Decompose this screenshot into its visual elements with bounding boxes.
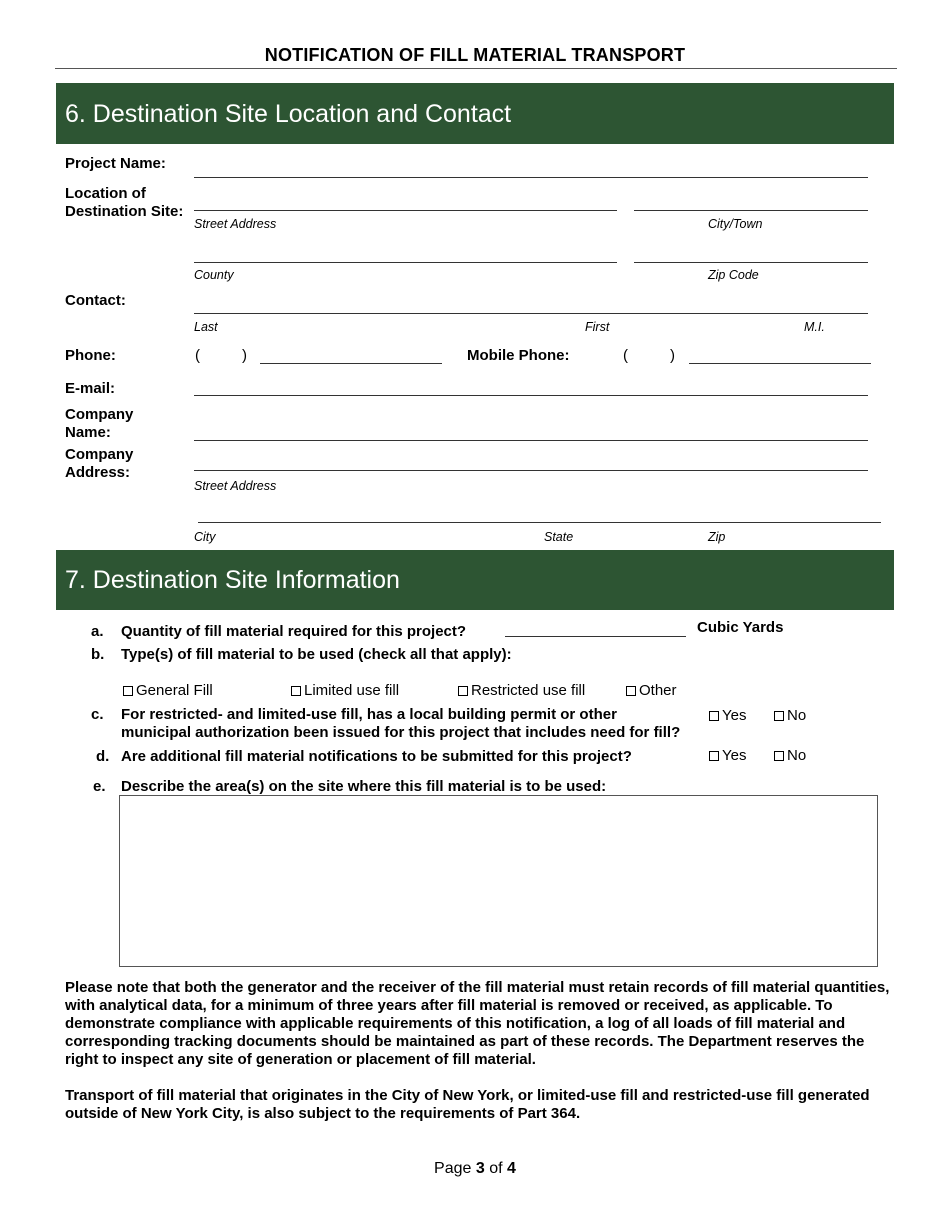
question-c-yes-label: Yes	[722, 707, 747, 724]
company-street-caption: Street Address	[194, 479, 277, 493]
question-c-yes[interactable]	[709, 707, 746, 724]
location-label: Location of Destination Site:	[65, 185, 184, 220]
mobile-area-open-paren: (	[623, 347, 628, 364]
question-c-line1: For restricted- and limited-use fill, has a local building permit or other	[121, 706, 617, 723]
restricted-use-fill-checkbox[interactable]	[458, 686, 468, 696]
question-a-letter: a.	[91, 623, 104, 640]
cubic-yards-label: Cubic Yards	[697, 619, 784, 636]
general-fill-label: General Fill	[136, 682, 213, 699]
question-d-yes[interactable]	[709, 747, 746, 764]
question-d-yes-checkbox[interactable]	[709, 751, 719, 761]
mobile-phone-label: Mobile Phone:	[467, 347, 570, 364]
question-d-yes-label: Yes	[722, 747, 747, 764]
restricted-use-fill-label: Restricted use fill	[471, 682, 586, 699]
question-c-no-checkbox[interactable]	[774, 711, 784, 721]
company-name-field[interactable]	[194, 440, 868, 441]
other-checkbox[interactable]	[626, 686, 636, 696]
general-fill-checkbox[interactable]	[123, 686, 133, 696]
phone-field[interactable]	[260, 363, 442, 364]
question-c-letter: c.	[91, 706, 104, 723]
other-label: Other	[639, 682, 677, 699]
mobile-phone-field[interactable]	[689, 363, 871, 364]
title-divider	[55, 68, 897, 69]
limited-use-fill-checkbox[interactable]	[291, 686, 301, 696]
fill-type-restricted[interactable]	[458, 682, 585, 699]
records-note: Please note that both the generator and the receiver of the fill material must retain records of fill material quantities, with analytical data, for a minimum of three years after fill material is removed or received, as applicable. To demonstrate compliance with applicable requirements of this notification, a log of all loads of fill material and corresponding tracking documents should be maintained as part of these records. The Department reserves the right to inspect any site of generation or placement of fill material.	[65, 979, 890, 1068]
current-page: 3	[475, 1160, 485, 1177]
zip-code-caption: Zip Code	[708, 268, 759, 282]
question-d-no-label: No	[787, 747, 807, 764]
section-6-header	[56, 83, 894, 144]
document-title: NOTIFICATION OF FILL MATERIAL TRANSPORT	[264, 45, 686, 65]
last-name-caption: Last	[194, 320, 218, 334]
fill-type-general[interactable]	[123, 682, 213, 699]
project-name-label: Project Name:	[65, 155, 166, 172]
project-name-field[interactable]	[194, 177, 868, 178]
question-d-text: Are additional fill material notifications to be submitted for this project?	[121, 748, 632, 765]
page-word: Page	[434, 1160, 472, 1177]
phone-label: Phone:	[65, 347, 116, 364]
question-e-letter: e.	[93, 778, 106, 795]
total-pages: 4	[507, 1160, 516, 1177]
area-description-textarea[interactable]	[119, 795, 878, 967]
nyc-transport-note: Transport of fill material that originates in the City of New York, or limited-use fill and restricted-use fill generated outside of New York City, is also subject to the requirements of Part 364.	[65, 1087, 870, 1122]
question-b-text: Type(s) of fill material to be used (check all that apply):	[121, 646, 512, 663]
middle-initial-caption: M.I.	[804, 320, 825, 334]
question-c-line2: municipal authorization been issued for this project that includes need for fill?	[121, 724, 681, 741]
company-street-field[interactable]	[194, 470, 868, 471]
fill-type-limited[interactable]	[291, 682, 399, 699]
question-a-text: Quantity of fill material required for this project?	[121, 623, 467, 640]
county-caption: County	[194, 268, 234, 282]
section-7-header	[56, 550, 894, 610]
company-address-label: Company Address:	[65, 446, 134, 481]
question-c-no-label: No	[787, 707, 807, 724]
mobile-area-close-paren: )	[670, 347, 675, 364]
question-d-no-checkbox[interactable]	[774, 751, 784, 761]
question-b-letter: b.	[91, 646, 105, 663]
phone-area-open-paren: (	[195, 347, 200, 364]
company-city-state-zip-field[interactable]	[198, 522, 881, 523]
first-name-caption: First	[585, 320, 610, 334]
quantity-field[interactable]	[505, 636, 686, 637]
limited-use-fill-label: Limited use fill	[304, 682, 400, 699]
question-c-no[interactable]	[774, 707, 806, 724]
question-d-no[interactable]	[774, 747, 806, 764]
street-address-caption: Street Address	[194, 217, 277, 231]
zip-code-field[interactable]	[634, 262, 868, 263]
question-d-letter: d.	[96, 748, 110, 765]
fill-type-other[interactable]	[626, 682, 677, 699]
email-label: E-mail:	[65, 380, 116, 397]
question-c-yes-checkbox[interactable]	[709, 711, 719, 721]
section-7-heading: 7. Destination Site Information	[65, 566, 400, 594]
of-word: of	[489, 1160, 503, 1177]
company-name-label: Company Name:	[65, 406, 134, 441]
page-number	[0, 1160, 950, 1178]
city-town-caption: City/Town	[708, 217, 763, 231]
zip-caption: Zip	[708, 530, 726, 544]
contact-name-field[interactable]	[194, 313, 868, 314]
section-6-heading: 6. Destination Site Location and Contact	[65, 100, 512, 128]
phone-area-close-paren: )	[242, 347, 247, 364]
street-address-field[interactable]	[194, 210, 617, 211]
county-field[interactable]	[194, 262, 617, 263]
city-town-field[interactable]	[634, 210, 868, 211]
city-caption: City	[194, 530, 216, 544]
contact-label: Contact:	[65, 292, 126, 309]
email-field[interactable]	[194, 395, 868, 396]
question-e-text: Describe the area(s) on the site where this fill material is to be used:	[121, 778, 607, 795]
state-caption: State	[544, 530, 574, 544]
